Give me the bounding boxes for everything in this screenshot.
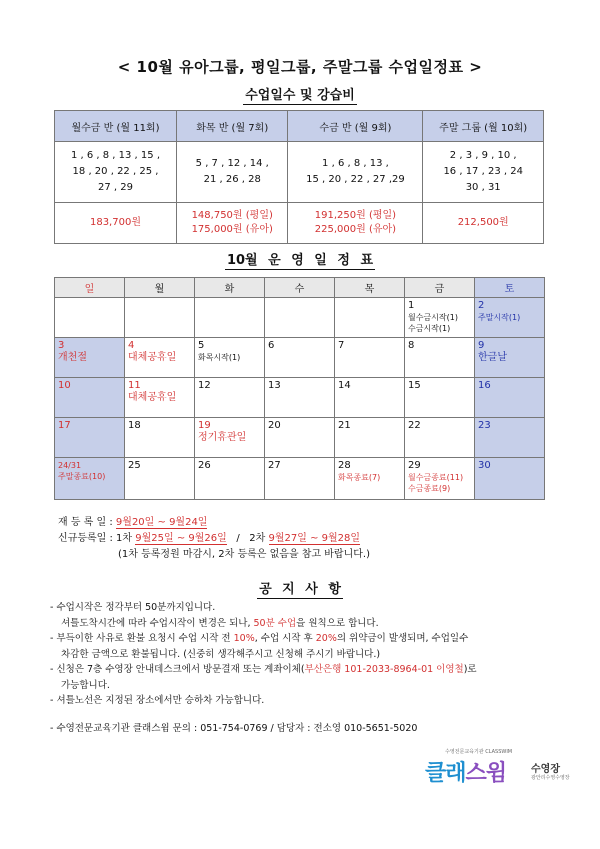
calendar-day <box>265 418 335 458</box>
new-registration-second-dates: 9월27일 ~ 9월28일 <box>268 533 361 544</box>
calendar-day <box>335 458 405 500</box>
re-registration-line <box>58 513 207 528</box>
calendar-day <box>405 298 475 338</box>
fee-price-row <box>55 203 544 244</box>
calendar-day <box>265 458 335 500</box>
day-number: 17 <box>58 420 71 431</box>
day-event: 개천절 <box>58 352 87 363</box>
new-registration-first-dates: 9월25일 ~ 9월26일 <box>135 533 227 544</box>
notice-item: - 수업시작은 정각부터 50분까지입니다. <box>50 602 216 613</box>
class-days-cell: 2 , 3 , 9 , 10 , 16 , 17 , 23 , 24 30 , 31 <box>423 142 544 203</box>
calendar-day <box>55 378 125 418</box>
weekday-header: 토 <box>475 278 545 298</box>
calendar-day <box>405 338 475 378</box>
calendar-day <box>475 338 545 378</box>
calendar-day <box>195 338 265 378</box>
notice-item: - 신청은 7층 수영장 안내데스크에서 방문결재 또는 계좌이체(부산은행 101-2033-8964-01 이영철)로 <box>50 664 477 675</box>
calendar-day <box>335 378 405 418</box>
class-days-cell: 5 , 7 , 12 , 14 , 21 , 26 , 28 <box>176 142 288 203</box>
day-event: 대체공휴일 <box>128 352 177 363</box>
separator: / <box>236 533 240 544</box>
price-cell: 183,700원 <box>55 203 177 244</box>
calendar-week <box>55 378 545 418</box>
day-number: 25 <box>128 460 141 471</box>
calendar-day-empty <box>55 298 125 338</box>
price-cell: 191,250원 (평일) 225,000원 (유아) <box>288 203 423 244</box>
calendar-day <box>475 378 545 418</box>
day-number: 26 <box>198 460 211 471</box>
day-number: 24/31 <box>58 461 82 470</box>
day-event: 주말시작(1) <box>478 313 521 322</box>
day-event: 정기휴관일 <box>198 432 247 443</box>
calendar-day <box>125 378 195 418</box>
day-event: 월수금시작(1) <box>408 313 458 322</box>
day-number: 2 <box>478 300 485 311</box>
weekday-header: 수 <box>265 278 335 298</box>
day-number: 16 <box>478 380 491 391</box>
day-event: 수금종료(9) <box>408 484 451 493</box>
day-number: 4 <box>128 340 135 351</box>
calendar-day <box>335 338 405 378</box>
notice-item: - 셔틀노선은 지정된 장소에서만 승하차 가능합니다. <box>50 695 265 706</box>
calendar-day <box>55 338 125 378</box>
calendar-day-empty <box>265 298 335 338</box>
day-event: 수금시작(1) <box>408 324 451 333</box>
calendar-day-empty <box>195 298 265 338</box>
fee-header: 주말 그룹 (월 10회) <box>423 111 544 142</box>
day-number: 15 <box>408 380 421 391</box>
day-number: 13 <box>268 380 281 391</box>
notice-item: - 부득이한 사유로 환불 요청시 수업 시작 전 10%, 수업 시작 후 20%의 위약금이 발생되며, 수업일수 <box>50 633 469 644</box>
weekday-header: 화 <box>195 278 265 298</box>
day-number: 10 <box>58 380 71 391</box>
notice-item: 가능합니다. <box>61 679 110 691</box>
fee-section-title: 수업일수 및 강습비 <box>245 88 355 103</box>
day-number: 5 <box>198 340 205 351</box>
day-number: 18 <box>128 420 141 431</box>
new-registration-label: 신규등록일 : 1차 <box>58 533 133 544</box>
fee-header: 월수금 반 (월 11회) <box>55 111 177 142</box>
calendar-day <box>335 418 405 458</box>
day-number: 6 <box>268 340 275 351</box>
day-number: 27 <box>268 460 281 471</box>
day-event: 한글날 <box>478 352 507 363</box>
day-number: 9 <box>478 340 485 351</box>
price-cell: 148,750원 (평일) 175,000원 (유아) <box>176 203 288 244</box>
weekday-header: 금 <box>405 278 475 298</box>
second-round-label: 2차 <box>249 533 266 544</box>
calendar-day <box>405 418 475 458</box>
weekday-header: 일 <box>55 278 125 298</box>
calendar-day <box>55 418 125 458</box>
weekday-header: 월 <box>125 278 195 298</box>
calendar-day-empty <box>125 298 195 338</box>
calendar-title: 10월 운 영 일 정 표 <box>226 253 374 268</box>
day-number: 8 <box>408 340 415 351</box>
day-number: 3 <box>58 340 65 351</box>
day-number: 23 <box>478 420 491 431</box>
calendar-day <box>55 458 125 500</box>
class-days-cell: 1 , 6 , 8 , 13 , 15 , 18 , 20 , 22 , 25 , 27 , 29 <box>55 142 177 203</box>
fee-table <box>54 110 544 244</box>
contact-info: - 수영전문교육기관 클래스윔 문의 : 051-754-0769 / 담당자 : 전소영 010-5651-5020 <box>50 723 418 734</box>
calendar-day <box>475 418 545 458</box>
calendar-day <box>125 418 195 458</box>
day-number: 7 <box>338 340 345 351</box>
re-registration-dates: 9월20일 ~ 9월24일 <box>115 517 208 528</box>
fee-days-row <box>55 142 544 203</box>
class-days-cell: 1 , 6 , 8 , 13 , 15 , 20 , 22 , 27 ,29 <box>288 142 423 203</box>
day-number: 11 <box>128 380 141 391</box>
calendar-week <box>55 458 545 500</box>
notice-title: 공 지 사 항 <box>259 582 341 597</box>
day-event: 월수금종료(11) <box>408 473 464 482</box>
operation-calendar <box>54 277 545 500</box>
notice-item: 차감한 금액으로 환불됩니다. (신중히 생각해주시고 신청해 주시기 바랍니다.) <box>61 648 381 660</box>
calendar-day <box>195 378 265 418</box>
calendar-day <box>125 458 195 500</box>
day-number: 28 <box>338 460 351 471</box>
day-event: 화목시작(1) <box>198 353 241 362</box>
day-event: 화목종료(7) <box>338 473 381 482</box>
calendar-day-empty <box>335 298 405 338</box>
day-number: 14 <box>338 380 351 391</box>
calendar-day <box>125 338 195 378</box>
notice-list <box>50 600 560 709</box>
weekday-header: 목 <box>335 278 405 298</box>
fee-header: 수금 반 (월 9회) <box>288 111 423 142</box>
day-number: 12 <box>198 380 211 391</box>
day-number: 22 <box>408 420 421 431</box>
calendar-day <box>405 458 475 500</box>
classwim-logo: 수영전문교육기관 CLASSWIM 클래스윔 수영장 광안리수영수영장 <box>425 749 570 786</box>
day-event: 대체공휴일 <box>128 392 177 403</box>
new-registration-line <box>58 529 360 544</box>
day-number: 1 <box>408 300 415 311</box>
day-number: 29 <box>408 460 421 471</box>
calendar-day <box>475 458 545 500</box>
day-number: 30 <box>478 460 491 471</box>
day-number: 19 <box>198 420 211 431</box>
registration-note: (1차 등록정원 마감시, 2차 등록은 없음을 참고 바랍니다.) <box>118 549 370 560</box>
fee-header: 화목 반 (월 7회) <box>176 111 288 142</box>
calendar-day <box>265 338 335 378</box>
calendar-day <box>405 378 475 418</box>
calendar-week <box>55 338 545 378</box>
day-number: 20 <box>268 420 281 431</box>
weekday-header-row <box>55 278 545 298</box>
day-number: 21 <box>338 420 351 431</box>
calendar-day <box>265 378 335 418</box>
re-registration-label: 재 등 록 일 : <box>58 517 113 528</box>
calendar-week <box>55 298 545 338</box>
page-title: < 10월 유아그룹, 평일그룹, 주말그룹 수업일정표 > <box>117 58 483 76</box>
calendar-week <box>55 418 545 458</box>
calendar-day <box>195 418 265 458</box>
day-event: 주말종료(10) <box>58 472 106 481</box>
fee-header-row <box>55 111 544 142</box>
calendar-day <box>475 298 545 338</box>
price-cell: 212,500원 <box>423 203 544 244</box>
calendar-day <box>195 458 265 500</box>
notice-item: 셔틀도착시간에 따라 수업시작이 변경은 되나, 50분 수업을 원칙으로 합니다. <box>61 617 379 629</box>
